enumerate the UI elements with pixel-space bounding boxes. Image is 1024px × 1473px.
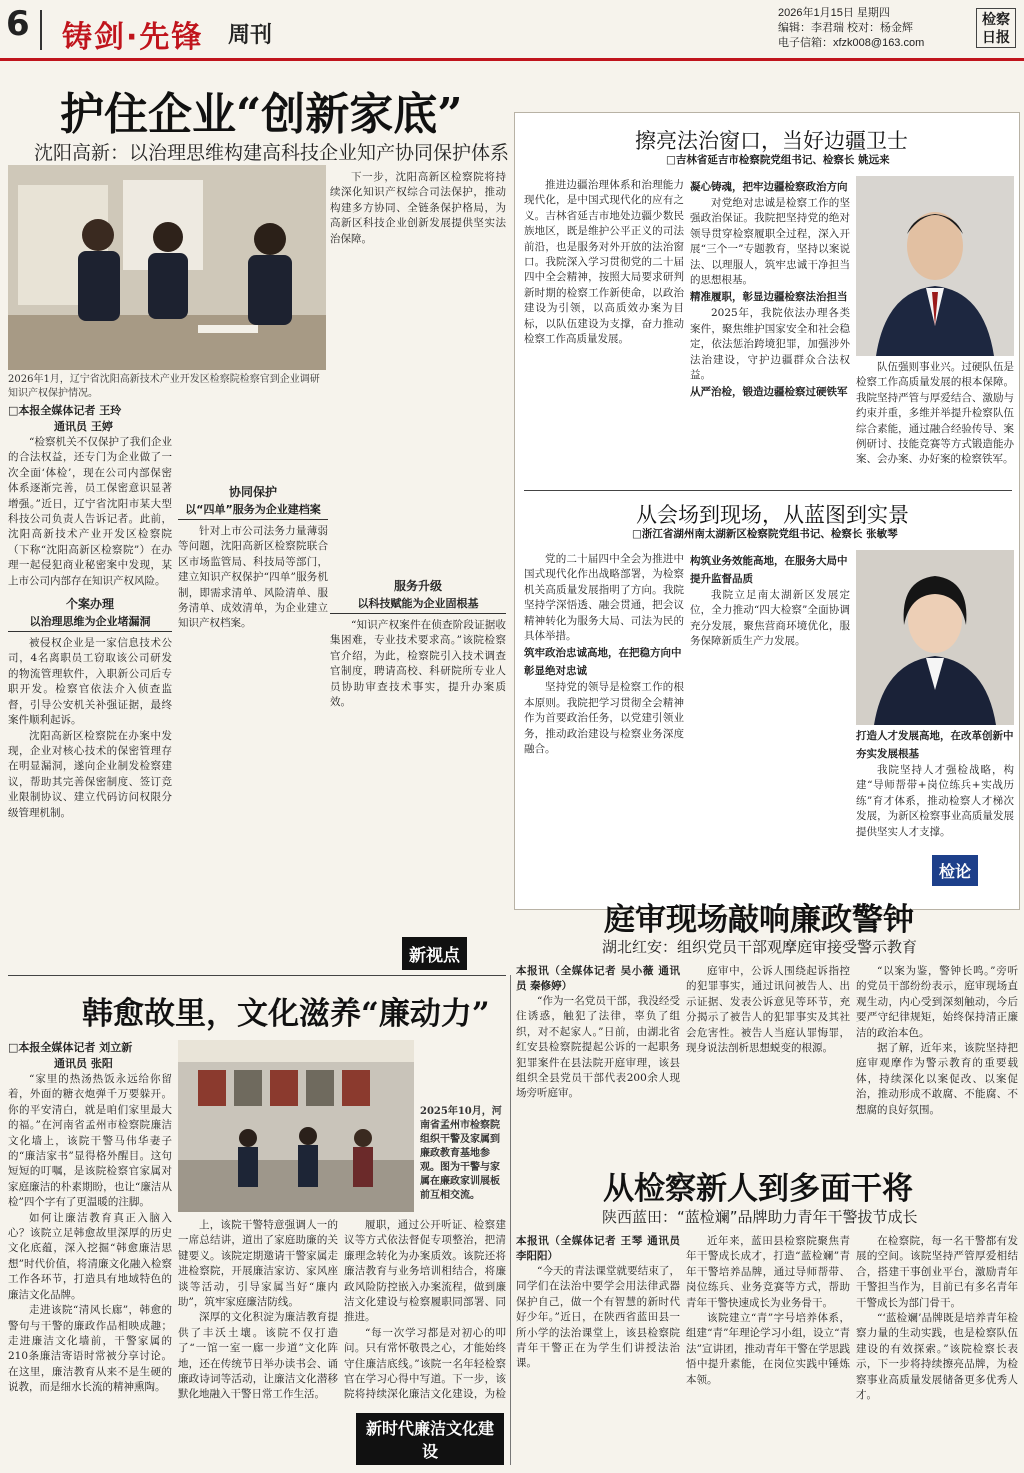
- article3-headline: 从会场到现场，从蓝图到实景: [636, 503, 909, 527]
- article4-byline-reporter: □本报全媒体记者 刘立新: [8, 1041, 133, 1054]
- article3-column-3: [856, 727, 1014, 837]
- article6-column-1: [516, 1234, 680, 1466]
- article-divider: [524, 490, 1012, 491]
- article4-column-2: [178, 1218, 338, 1468]
- article3-paragraph: 我院立足南太湖新区发展定位，全力推动“四大检察”全面协调充分发展，聚焦营商环境优化，服务保障新质生产力发展。: [690, 589, 850, 648]
- article6-column-3: [856, 1234, 1018, 1466]
- masthead-info: [778, 6, 924, 51]
- article1-section-3-title: 服务升级: [393, 579, 442, 594]
- article1-byline-correspondent: 通讯员 王婷: [54, 420, 113, 433]
- article2-author-photo: [856, 176, 1014, 356]
- article3-section-2-title: 构筑业务效能高地，在服务大局中提升监督品质: [690, 555, 848, 585]
- article5-byline: 本报讯（全媒体记者 吴小薇 通讯员 秦修婷）: [516, 965, 680, 992]
- article5-column-2: [686, 964, 850, 1154]
- article4-paragraph: 履职，通过公开听证、检察建议等方式依法督促专项整治，把清廉理念转化为办案质效。该院还将廉洁教育与业务培训相结合，将廉政风险防控嵌入办案流程，做到廉洁文化建设与检察履职同部署、同推进。: [344, 1219, 506, 1324]
- article1-column-3: [330, 170, 506, 970]
- issue-date: 2026年1月15日 星期四: [778, 7, 890, 19]
- article1-column-2: [178, 403, 328, 973]
- article3-section-1-title: 筑牢政治忠诚高地，在把稳方向中彰显绝对忠诚: [524, 647, 682, 678]
- article6-headline: 从检察新人到多面干将: [603, 1171, 913, 1207]
- article6-paragraph: “今天的青法课堂就要结束了，同学们在法治中要学会用法律武器保护自己，做一个有智慧的新时代好少年。”近日，在陕西省蓝田县一所小学的法治课堂上，该县检察院青年干警正在为学生们讲授法治课。: [516, 1265, 680, 1370]
- masthead-title: 铸剑·先锋: [62, 20, 204, 55]
- page-number: 6: [6, 4, 30, 44]
- article5-subhead: 湖北红安：组织党员干部观摩庭审接受警示教育: [602, 938, 918, 956]
- article2-headline: 擦亮法治窗口，当好边疆卫士: [635, 129, 908, 153]
- article4-paragraph: 深厚的文化积淀为廉洁教育提供了丰沃土壤。该院不仅打造了“一馆一室一廊一步道”文化阵地，还在传统节日举办读书会、诵廉政诗词等活动，让廉洁文化潜移默化地融入干警日常工作生活。: [178, 1311, 338, 1401]
- article2-column-2: [690, 178, 850, 488]
- article1-section-1-title: 个案办理: [65, 597, 114, 612]
- article1-section-2-subtitle: 以“四单”服务为企业建档案: [178, 501, 328, 520]
- article1-headline: 护住企业“创新家底”: [60, 89, 463, 140]
- article6-byline: 本报讯（全媒体记者 王琴 通讯员 李阳阳）: [516, 1235, 680, 1262]
- masthead-rule: [0, 58, 1024, 61]
- article2-section-2-title: 精准履职，彰显边疆检察法治担当: [690, 291, 848, 304]
- article2-paragraph: 队伍强则事业兴。过硬队伍是检察工作高质量发展的根本保障。我院坚持严管与厚爱结合、激励与约束并重，多维并举提升检察队伍综合素能，通过融合经验传导、案例研讨、技能竞赛等方式锻造能办案、会办案、办好案的检察铁军。: [856, 361, 1014, 466]
- article3-column-2: [690, 552, 850, 882]
- article1-subhead: 沈阳高新：以治理思维构建高科技企业知产协同保护体系: [34, 142, 510, 164]
- article2-column-1: [524, 178, 684, 488]
- masthead-divider: [40, 10, 42, 50]
- article6-column-2: [686, 1234, 850, 1466]
- article2-section-3-title: 从严治检，锻造边疆检察过硬铁军: [690, 386, 848, 399]
- commentary-tag: 检论: [932, 855, 978, 886]
- article2-paragraph: 对党绝对忠诚是检察工作的坚强政治保证。我院把坚持党的绝对领导贯穿检察履职全过程，深入开展“三个一”专题教育，坚持以案说法、以理服人，筑牢忠诚干净担当的思想根基。: [690, 197, 850, 287]
- article6-paragraph: “‘蓝检斓’品牌既是培养青年检察力量的生动实践，也是检察队伍建设的有效探索。”该院检察长表示，下一步将持续擦亮品牌，为检察事业高质量发展储备更多优秀人才。: [856, 1312, 1018, 1402]
- article4-paragraph: 走进该院“清风长廊”，韩愈的警句与干警的廉政作品相映成趣；走进廉洁文化墙前，干警家属的210条廉洁寄语时常被分享讨论。在这里，廉洁教育从来不是生硬的说教，而是细水长流的精神熏陶。: [8, 1304, 172, 1394]
- article3-author-photo: [856, 550, 1014, 725]
- officials-meeting-photo: [8, 165, 326, 370]
- article1-byline-reporter: □本报全媒体记者 王玲: [8, 404, 122, 417]
- article3-byline: □浙江省湖州南太湖新区检察院党组书记、检察长 张敏琴: [632, 528, 898, 540]
- editors: 编辑：李君瑞 校对：杨金辉: [778, 22, 914, 34]
- article5-paragraph: 据了解，近年来，该院坚持把庭审观摩作为警示教育的重要载体，持续深化以案促改、以案促治，推动形成不敢腐、不能腐、不想腐的良好氛围。: [856, 1042, 1018, 1116]
- article2-byline: □吉林省延吉市检察院党组书记、检察长 姚远来: [666, 154, 890, 166]
- article4-paragraph: 如何让廉洁教育真正入脑入心？该院立足韩愈故里深厚的历史文化底蕴，深入挖掘“韩愈廉洁思想”时代价值，将清廉文化融入检察工作各环节，打造具有地域特色的廉洁文化品牌。: [8, 1211, 172, 1301]
- article3-paragraph: 党的二十届四中全会为推进中国式现代化作出战略部署，为检察机关高质量发展指明了方向。我院坚持学深悟透、融会贯通，把会议精神转化为服务大局、司法为民的具体举措。: [524, 553, 684, 643]
- column-divider: [510, 975, 511, 1465]
- article6-paragraph: 在检察院，每一名干警都有发展的空间。该院坚持严管厚爱相结合，搭建干事创业平台，激励青年干警担当作为，目前已有多名青年干警成长为部门骨干。: [856, 1235, 1018, 1309]
- article1-section-3-subtitle: 以科技赋能为企业固根基: [330, 595, 506, 614]
- article5-headline: 庭审现场敲响廉政警钟: [604, 902, 914, 938]
- article4-headline: 韩愈故里，文化滋养“廉动力”: [82, 996, 490, 1032]
- article2-paragraph: 2025年，我院依法办理各类案件，聚焦维护国家安全和社会稳定，依法惩治跨境犯罪，加强涉外法治建设，守护边疆群众合法权益。: [690, 307, 850, 382]
- article4-byline-correspondent: 通讯员 张阳: [54, 1057, 113, 1070]
- article4-paragraph: “每一次学习都是对初心的叩问。只有常怀敬畏之心，才能始终守住廉洁底线。”该院一名年轻检察官在学习心得中写道。下一步，该院将持续深化廉洁文化建设，为检: [344, 1326, 506, 1401]
- article6-paragraph: 近年来，蓝田县检察院聚焦青年干警成长成才，打造“蓝检斓”青年干警培养品牌，通过导师帮带、岗位练兵、业务竞赛等方式，帮助青年干警快速成长为业务骨干。: [686, 1235, 850, 1309]
- article4-column-1: [8, 1040, 172, 1465]
- article4-paragraph: “家里的热汤热饭永远给你留着，外面的糖衣炮弹千万要躲开。你的平安清白，就是咱们家里最大的福。”在河南省孟州市检察院廉洁文化墙上，该院干警马伟华妻子的“廉洁家书”显得格外醒目。这句短短的叮嘱，是该院检察官家属对家庭廉洁的朴素期盼，也让“廉洁从检”四个字有了更温暖的注脚。: [8, 1073, 172, 1209]
- article1-photo: [8, 165, 326, 370]
- article4-column-3: [344, 1218, 506, 1403]
- article1-paragraph: 下一步，沈阳高新区检察院将持续深化知识产权综合司法保护，推动构建多方协同、全链条保护格局，为高新区科技企业创新发展提供坚实法治保障。: [330, 171, 506, 245]
- article2-paragraph: 推进边疆治理体系和治理能力现代化，是中国式现代化的应有之义。吉林省延吉市地处边疆少数民族地区，既是维护公平正义的司法前沿，也是服务对外开放的法治窗口。我院深入学习贯彻党的二十届四中全会精神，按照大局要求研判新时期的检察工作新使命，以政治建设为引领，以高质效办案为目标，以队伍建设为支撑，奋力推动检察工作高质量发展。: [524, 179, 684, 346]
- article3-paragraph: 我院坚持人才强检战略，构建“导师帮带+岗位练兵+实战历练”育才体系，推动检察人才梯次发展，为新区检察事业高质量发展提供坚实人才支撑。: [856, 764, 1014, 837]
- portrait-photo: [856, 550, 1014, 725]
- article1-caption: 2026年1月，辽宁省沈阳高新技术产业开发区检察院检察官到企业调研知识产权保护情况。: [8, 374, 320, 399]
- article6-subhead: 陕西蓝田：“蓝检斓”品牌助力青年干警拔节成长: [602, 1208, 918, 1226]
- article1-paragraph: “知识产权案件在侦查阶段证据收集困难，专业技术要求高。”该院检察官介绍，为此，检察院引入技术调查官制度，聘请高校、科研院所专业人员协助审查技术事实，提升办案质效。: [330, 619, 506, 709]
- masthead-weekly: 周刊: [228, 23, 273, 48]
- article5-paragraph: “作为一名党员干部，我没经受住诱惑，触犯了法律，辜负了组织，对不起家人。”日前，由湖北省红安县检察院提起公诉的一起职务犯罪案件在县法院开庭审理，该县组织全县党员干部代表200余人现场旁听庭审。: [516, 995, 680, 1100]
- article1-section-1-subtitle: 以治理思维为企业堵漏洞: [8, 613, 172, 632]
- article1-paragraph: 沈阳高新区检察院在办案中发现，企业对核心技术的保密管理存在明显漏洞，遂向企业制发检察建议，帮助其完善保密制度、签订竞业限制协议、建立代码访问权限分级管理机制。: [8, 729, 172, 819]
- contact-email: 电子信箱：xfzk008@163.com: [778, 37, 925, 49]
- article5-paragraph: 庭审中，公诉人围绕起诉指控的犯罪事实，通过讯问被告人、出示证据、发表公诉意见等环节，充分揭示了被告人的犯罪事实及其社会危害性。被告人当庭认罪悔罪，现身说法剖析思想蜕变的根源。: [686, 965, 850, 1055]
- article3-section-3-title: 打造人才发展高地，在改革创新中夯实发展根基: [856, 730, 1014, 760]
- article3-paragraph: 坚持党的领导是检察工作的根本原则。我院把学习贯彻全会精神作为首要政治任务，以党建引领业务，推动政治建设与检察业务深度融合。: [524, 681, 684, 756]
- article5-paragraph: “以案为鉴，警钟长鸣。”旁听的党员干部纷纷表示，庭审现场直观生动，内心受到深刻触动，今后要严守纪律规矩，始终保持清正廉洁的政治本色。: [856, 965, 1018, 1039]
- article6-paragraph: 该院建立“青”字号培养体系，组建“青”年理论学习小组，设立“青法”宣讲团，推动青年干警在学思践悟中提升素能，在岗位实践中锤炼本领。: [686, 1312, 850, 1386]
- article2-column-3: [856, 360, 1014, 490]
- article1-paragraph: “检察机关不仅保护了我们企业的合法权益，还专门为企业做了一次全面‘体检’，现在公司内部保密体系逐渐完善，员工保密意识显著增强。”近日，辽宁省沈阳市某大型科技公司负责人告诉记者。此前，沈阳高新技术产业开发区检察院（下称“沈阳高新区检察院”）在办理一起侵犯商业秘密案中发现，某上市公司内部存在知识产权风险。: [8, 436, 172, 587]
- article2-section-1-title: 凝心铸魂，把牢边疆检察政治方向: [690, 181, 848, 193]
- article1-paragraph: 被侵权企业是一家信息技术公司，4名离职员工窃取该公司研发的物流管理软件，入职新公司后专职开发。检察官依法介入侦查监督，引导公安机关补强证据，最终案件顺利起诉。: [8, 637, 172, 727]
- clean-culture-tag: 新时代廉洁文化建设: [356, 1413, 504, 1465]
- article1-paragraph: 针对上市公司法务力量薄弱等问题，沈阳高新区检察院联合区市场监管局、科技局等部门，建立知识产权保护“四单”服务机制，即需求清单、风险清单、服务清单、成效清单，为企业建立知识产权档案。: [178, 525, 328, 630]
- section-divider: [8, 975, 506, 976]
- article4-paragraph: 上，该院干警特意强调人一的一席总结讲，道出了家庭助廉的关键要义。该院定期邀请干警家属走进检察院，开展廉洁家访、家风座谈等活动，引导家属当好“廉内助”，筑牢家庭廉洁防线。: [178, 1219, 338, 1309]
- article4-photo: [178, 1040, 414, 1212]
- article4-caption: 2025年10月，河南省孟州市检察院组织干警及家属到廉政教育基地参观。图为干警与家属在廉政家训展板前互相交流。: [420, 1106, 502, 1201]
- exhibition-hall-photo: [178, 1040, 414, 1212]
- portrait-photo: [856, 176, 1014, 356]
- article5-column-3: [856, 964, 1018, 1154]
- article5-column-1: [516, 964, 680, 1154]
- newspaper-logo: 检察日报: [976, 8, 1016, 48]
- article3-column-1: [524, 552, 684, 882]
- article1-section-2-title: 协同保护: [228, 485, 277, 499]
- new-viewpoint-tag: 新视点: [402, 937, 467, 970]
